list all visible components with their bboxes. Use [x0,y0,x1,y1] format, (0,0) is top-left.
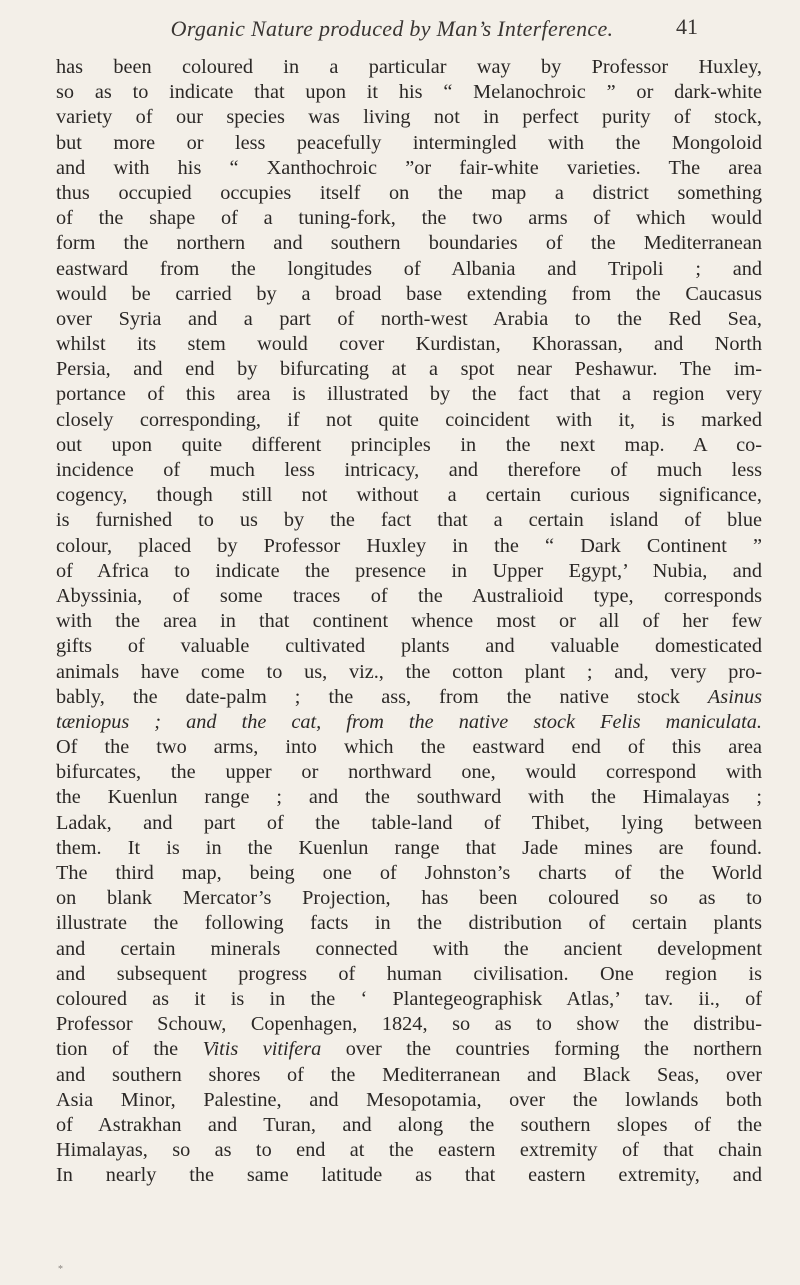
footer-mark: * [58,1264,63,1275]
text-line-with-italic [56,710,762,735]
text-line: the Kuenlun range ; and the southward with the Himalayas ; [56,786,762,809]
text-line: out upon quite different principles in the next map. A co- [56,433,762,456]
text-line: of Astrakhan and Turan, and along the southern slopes of the [56,1113,762,1136]
text-line: form the northern and southern boundaries of the Mediterranean [56,232,762,255]
text-line: over Syria and a part of north-west Arabia to the Red Sea, [56,307,762,330]
text-segment: tion of the [56,1038,179,1061]
text-line: In nearly the same latitude as that eastern extremity, and [56,1164,762,1187]
text-line: Persia, and end by bifurcating at a spot near Peshawur. The im- [56,358,762,381]
text-line: on blank Mercator’s Projection, has been coloured so as to [56,887,762,910]
text-line: Abyssinia, of some traces of the Australioid type, corresponds [56,584,762,607]
text-line: them. It is in the Kuenlun range that Jade mines are found. [56,836,762,859]
page-number: 41 [676,14,698,39]
italic-term-asinus: Asinus [707,685,762,708]
text-line: variety of our species was living not in perfect purity of stock, [56,106,762,129]
text-line: and subsequent progress of human civilisation. One region is [56,962,762,985]
text-line: Asia Minor, Palestine, and Mesopotamia, over the lowlands both [56,1088,762,1111]
text-segment: bably, the date-palm ; the ass, from the native stock [56,685,680,708]
text-line: and southern shores of the Mediterranean and Black Seas, over [56,1063,762,1086]
text-line: of Africa to indicate the presence in Upper Egypt,’ Nubia, and [56,559,762,582]
text-line: animals have come to us, viz., the cotton plant ; and, very pro- [56,660,762,683]
text-line-with-italic [56,685,762,710]
text-line: Himalayas, so as to end at the eastern extremity of that chain [56,1139,762,1162]
italic-term-felis: Felis maniculata. [600,710,763,733]
text-line-with-italic [56,1037,762,1062]
text-line: illustrate the following facts in the distribution of certain plants [56,912,762,935]
text-line: bifurcates, the upper or northward one, would correspond with [56,761,762,784]
text-line: would be carried by a broad base extending from the Caucasus [56,282,762,305]
text-line: incidence of much less intricacy, and therefore of much less [56,459,762,481]
text-line: and with his “ Xanthochroic ”or fair-white varieties. The area [56,156,762,179]
text-line: Ladak, and part of the table-land of Thibet, lying between [56,811,762,834]
text-line: colour, placed by Professor Huxley in the “ Dark Continent ” [56,534,762,557]
text-line: eastward from the longitudes of Albania and Tripoli ; and [56,257,762,280]
text-line: portance of this area is illustrated by the fact that a region very [56,383,762,406]
text-segment-italic: tæniopus ; and the cat, from the native stock [56,710,576,733]
italic-term-vitis: Vitis vitifera [202,1038,322,1061]
text-line: Of the two arms, into which the eastward end of this area [56,736,762,759]
running-title: Organic Nature produced by Man’s Interference. [170,16,614,41]
body-text [56,55,762,1188]
text-line: cogency, though still not without a certain curious significance, [56,484,762,507]
text-line: The third map, being one of Johnston’s charts of the World [56,862,762,884]
text-line: of the shape of a tuning-fork, the two arms of which would [56,207,762,230]
text-line: whilst its stem would cover Kurdistan, Khorassan, and North [56,333,762,356]
text-line: has been coloured in a particular way by Professor Huxley, [56,56,762,78]
text-line: with the area in that continent whence most or all of her few [56,610,762,633]
text-line: and certain minerals connected with the ancient development [56,937,762,960]
text-line: gifts of valuable cultivated plants and valuable domesticated [56,635,762,658]
text-line: is furnished to us by the fact that a certain island of blue [56,509,762,532]
text-segment: over the countries forming the northern [345,1038,762,1061]
text-line: closely corresponding, if not quite coincident with it, is marked [56,408,762,431]
text-line: but more or less peacefully intermingled with the Mongoloid [56,131,762,154]
text-line: so as to indicate that upon it his “ Melanochroic ” or dark-white [56,81,762,104]
text-line: thus occupied occupies itself on the map a district something [56,181,762,204]
text-line: Professor Schouw, Copenhagen, 1824, so as to show the distribu- [56,1013,762,1036]
text-line: coloured as it is in the ‘ Plantegeographisk Atlas,’ tav. ii., of [56,987,762,1010]
